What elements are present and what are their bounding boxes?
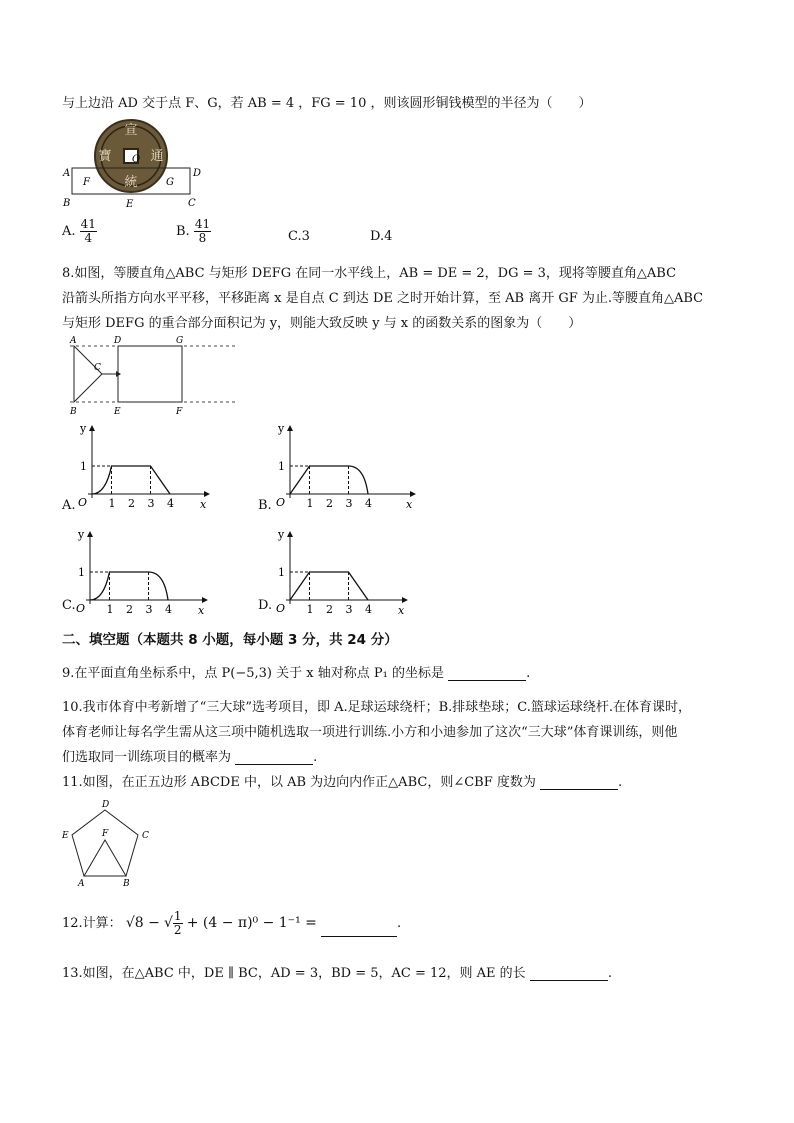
y-axis-arrow: [287, 425, 293, 431]
q13-answer-blank[interactable]: [530, 966, 608, 981]
x-tick-1: 1: [306, 603, 314, 614]
q12-expr-a: √8 −: [125, 915, 160, 931]
y-axis-arrow: [89, 425, 95, 431]
x-tick-1: 1: [306, 497, 314, 510]
x-axis-arrow: [202, 597, 208, 603]
q11-text: 11.如图，在正五边形 ABCDE 中，以 AB 为边向内作正△ABC，则∠CBF 度数为: [62, 775, 536, 790]
q7-label-B: B: [63, 198, 71, 209]
x-tick-3: 3: [345, 497, 353, 510]
y-tick-1: 1: [80, 460, 87, 473]
q9-text: 9.在平面直角坐标系中，点 P(−5,3) 关于 x 轴对称点 P₁ 的坐标是: [62, 666, 444, 681]
q7-option-a[interactable]: [62, 218, 97, 245]
q11-label-A: A: [78, 879, 85, 888]
q12-prefix: 12.计算：: [62, 916, 122, 931]
y-tick-1: 1: [278, 460, 285, 473]
q8-line1: 8.如图，等腰直角△ABC 与矩形 DEFG 在同一水平线上，AB = DE = 2，DG = 3，现将等腰直角△ABC: [62, 266, 677, 281]
q8-option-a[interactable]: [62, 420, 212, 516]
x-tick-1: 1: [108, 497, 116, 510]
q7-figure: [60, 118, 210, 212]
function-curve: [290, 572, 368, 600]
y-axis-label: y: [80, 422, 87, 435]
x-tick-2: 2: [326, 603, 333, 614]
q8-graph-d: [270, 526, 410, 614]
q12-frac: $\frac{1}{2}$: [173, 909, 182, 937]
x-axis-arrow: [410, 491, 416, 497]
x-tick-4: 4: [165, 603, 172, 614]
x-axis-label: x: [200, 498, 207, 511]
q8-label-C: C: [94, 363, 101, 373]
q8-label-D: D: [114, 336, 122, 346]
coin-center-label: O: [132, 154, 141, 165]
q7-option-b-prefix: B.: [176, 224, 190, 239]
q13: 13.如图，在△ABC 中，DE ∥ BC，AD = 3，BD = 5，AC = 12，则 AE 的长 .: [62, 966, 612, 981]
q12: 12.计算： √8 − √ $\frac{1}{2}$ + (4 − π)⁰ − 1⁻¹ = .: [62, 909, 402, 937]
y-axis-label: y: [278, 528, 285, 541]
coin-char-top: 宣: [124, 123, 138, 138]
q7-label-E: E: [126, 199, 134, 210]
q8-label-G: G: [176, 336, 184, 346]
q7-label-G: G: [166, 177, 174, 188]
q11-label-C: C: [142, 831, 149, 841]
origin-label: O: [78, 496, 88, 509]
x-tick-4: 4: [365, 603, 372, 614]
q8-figure: [62, 334, 242, 418]
q8-graph-c: [70, 526, 210, 614]
q8-line2: 沿箭头所指方向水平平移，平移距离 x 是自点 C 到达 DE 之时开始计算，至 AB 离开 GF 为止.等腰直角△ABC: [62, 291, 704, 306]
q10-answer-blank[interactable]: [235, 750, 313, 765]
origin-label: O: [76, 602, 86, 614]
x-tick-3: 3: [147, 497, 155, 510]
q7-option-b-frac: $\frac{41}{8}$: [194, 217, 211, 245]
y-axis-arrow: [287, 531, 293, 537]
function-curve: [290, 466, 368, 494]
q8-label-A: A: [70, 336, 77, 346]
q8-option-d[interactable]: [258, 526, 418, 616]
section-2-title: 二、填空题（本题共 8 小题，每小题 3 分，共 24 分）: [62, 632, 398, 648]
q8-label-E: E: [114, 407, 121, 417]
q9: 9.在平面直角坐标系中，点 P(−5,3) 关于 x 轴对称点 P₁ 的坐标是 .: [62, 666, 531, 681]
q7-option-d[interactable]: D.4: [370, 229, 393, 244]
q9-answer-blank[interactable]: [448, 666, 526, 681]
q10-line3: 们选取同一训练项目的概率为: [62, 750, 232, 765]
q11: 11.如图，在正五边形 ABCDE 中，以 AB 为边向内作正△ABC，则∠CBF 度数为 .: [62, 775, 623, 790]
q11-label-F: F: [102, 829, 109, 839]
q10-line1: 10.我市体育中考新增了“三大球”选考项目，即 A.足球运球绕杆；B.排球垫球；C.篮球运球绕杆.在体育课时，: [62, 700, 692, 715]
function-curve: [92, 466, 170, 494]
q10-line2: 体育老师让每名学生需从这三项中随机选取一项进行训练.小方和小迪参加了这次“三大球”体育课训练，则他: [62, 725, 678, 740]
q11-label-D: D: [102, 800, 110, 810]
q8-option-b-label: B.: [258, 498, 272, 513]
q8-graph-a: [72, 420, 212, 512]
q13-text: 13.如图，在△ABC 中，DE ∥ BC，AD = 3，BD = 5，AC = 12，则 AE 的长: [62, 966, 526, 981]
q7-option-a-prefix: A.: [62, 224, 76, 239]
q7-label-A: A: [63, 168, 71, 179]
y-axis-label: y: [278, 422, 285, 435]
q8-option-c-label: C.: [62, 598, 76, 613]
coin-char-left: 寶: [98, 149, 112, 164]
x-tick-2: 2: [128, 497, 135, 510]
x-tick-2: 2: [326, 497, 333, 510]
x-tick-2: 2: [126, 603, 133, 614]
x-axis-label: x: [398, 604, 405, 614]
q8-label-F: F: [176, 407, 183, 417]
q10-line3-wrap: 们选取同一训练项目的概率为 .: [62, 750, 318, 765]
q12-expr-b: + (4 − π)⁰ − 1⁻¹ =: [186, 915, 317, 931]
y-axis-label: y: [78, 528, 85, 541]
x-tick-4: 4: [365, 497, 372, 510]
q11-label-B: B: [123, 879, 130, 888]
q7-label-D: D: [193, 168, 202, 179]
q8-option-c[interactable]: [62, 526, 212, 616]
q8-label-B: B: [70, 407, 77, 417]
q7-label-F: F: [83, 177, 90, 188]
x-tick-3: 3: [145, 603, 153, 614]
coin-char-right: 通: [150, 149, 164, 164]
q7-label-C: C: [188, 198, 196, 209]
q7-line1: 与上边沿 AD 交于点 F、G，若 AB = 4 ，FG = 10 ，则该圆形铜钱模型的半径为（ ）: [62, 96, 592, 111]
q8-option-a-label: A.: [62, 498, 76, 513]
coin-char-bottom: 統: [124, 175, 138, 190]
x-tick-1: 1: [106, 603, 114, 614]
q11-pentagon-figure: [60, 798, 160, 888]
function-curve: [90, 572, 168, 600]
q7-option-a-frac: $\frac{41}{4}$: [80, 217, 96, 245]
q7-option-c[interactable]: C.3: [288, 229, 310, 244]
x-axis-label: x: [406, 498, 413, 511]
q8-option-d-label: D.: [258, 598, 273, 613]
y-tick-1: 1: [78, 566, 85, 579]
y-tick-1: 1: [278, 566, 285, 579]
origin-label: O: [276, 496, 286, 509]
q8-option-b[interactable]: [258, 420, 418, 516]
x-axis-arrow: [402, 597, 408, 603]
origin-label: O: [276, 602, 286, 614]
x-tick-4: 4: [167, 497, 174, 510]
y-axis-arrow: [87, 531, 93, 537]
x-tick-3: 3: [345, 603, 353, 614]
x-axis-arrow: [204, 491, 210, 497]
q7-option-b[interactable]: [176, 218, 211, 245]
q8-line3: 与矩形 DEFG 的重合部分面积记为 y，则能大致反映 y 与 x 的函数关系的图象为（ ）: [62, 316, 582, 331]
q11-answer-blank[interactable]: [540, 775, 618, 790]
q8-graph-b: [270, 420, 418, 512]
q12-answer-blank[interactable]: [321, 922, 397, 937]
x-axis-label: x: [198, 604, 205, 614]
q11-label-E: E: [62, 831, 69, 841]
